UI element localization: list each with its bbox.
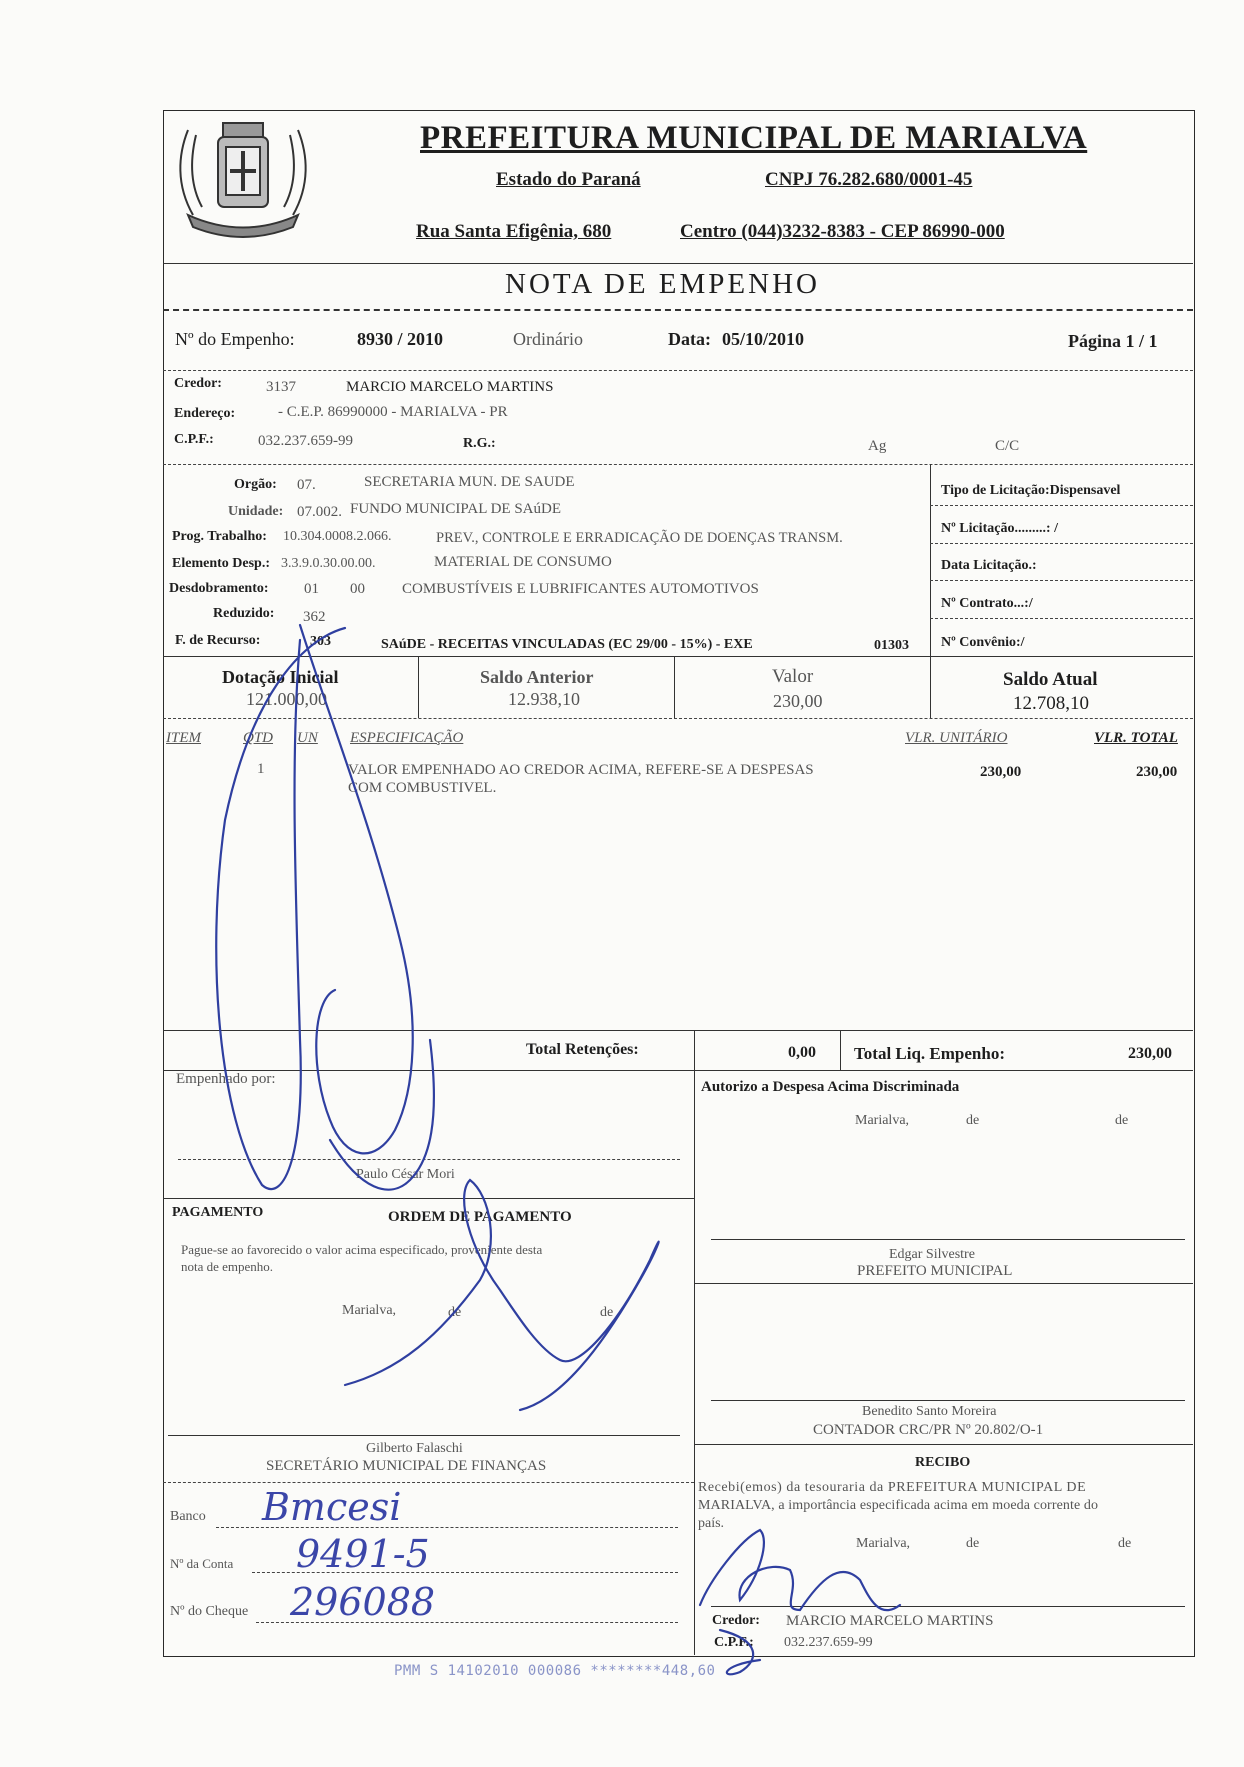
item-desc-line1: VALOR EMPENHADO AO CREDOR ACIMA, REFERE-SE A DESPESAS — [348, 762, 814, 778]
banco-label: Banco — [170, 1509, 206, 1524]
divider — [694, 1444, 1193, 1445]
col-item: ITEM — [166, 730, 201, 746]
prog-code: 10.304.0008.2.066. — [283, 529, 392, 544]
desdob-2: 00 — [350, 581, 365, 597]
address-label: Endereço: — [174, 406, 236, 421]
recurso-label: F. de Recurso: — [175, 633, 261, 648]
recibo-credor-label: Credor: — [712, 1613, 760, 1628]
saldo-anterior-label: Saldo Anterior — [480, 667, 594, 687]
unidade-name: FUNDO MUNICIPAL DE SAúDE — [350, 501, 561, 517]
pagamento-text-line1: Pague-se ao favorecido o valor acima especificado, proveniente desta — [181, 1242, 543, 1257]
contador-role: CONTADOR CRC/PR Nº 20.802/O-1 — [813, 1422, 1044, 1438]
retencoes-label: Total Retenções: — [526, 1041, 639, 1058]
divider — [694, 1070, 695, 1655]
prefeito-role: PREFEITO MUNICIPAL — [857, 1263, 1013, 1279]
col-qtd: QTD — [243, 730, 274, 746]
item-qtd: 1 — [257, 761, 265, 777]
signature-line — [168, 1435, 680, 1436]
cheque-label: Nº do Cheque — [170, 1604, 249, 1619]
rg-label: R.G.: — [463, 436, 496, 451]
contador-name: Benedito Santo Moreira — [862, 1404, 997, 1419]
prog-label: Prog. Trabalho: — [172, 529, 267, 544]
pagamento-label: PAGAMENTO — [172, 1205, 264, 1220]
saldo-anterior-value: 12.938,10 — [508, 689, 580, 709]
saldo-atual-label: Saldo Atual — [1003, 669, 1098, 690]
divider — [930, 505, 1193, 506]
pagamento-de1: de — [448, 1305, 462, 1320]
credor-code: 3137 — [266, 379, 296, 395]
desdob-label: Desdobramento: — [169, 581, 269, 596]
desdob-1: 01 — [304, 581, 319, 597]
divider — [163, 1030, 1193, 1031]
valor-value: 230,00 — [773, 691, 823, 711]
cnpj: CNPJ 76.282.680/0001-45 — [765, 169, 973, 190]
conta-value: 9491-5 — [296, 1532, 430, 1576]
page-title: PREFEITURA MUNICIPAL DE MARIALVA — [420, 120, 1088, 156]
divider — [163, 718, 1193, 719]
payment-stamp: PMM S 14102010 000086 ********448,60 — [394, 1663, 716, 1679]
liq-label: Total Liq. Empenho: — [854, 1044, 1005, 1063]
signature-line — [711, 1400, 1185, 1401]
signature-line — [178, 1159, 680, 1160]
recurso-code: 303 — [310, 634, 331, 649]
recibo-cpf-label: C.P.F.: — [714, 1635, 754, 1650]
divider — [930, 618, 1193, 619]
credor-cpf: 032.237.659-99 — [258, 433, 353, 449]
ordem-pagamento-label: ORDEM DE PAGAMENTO — [388, 1209, 572, 1225]
liq-value: 230,00 — [1128, 1045, 1172, 1062]
cheque-value: 296088 — [290, 1580, 436, 1624]
conta-label: Nº da Conta — [170, 1556, 234, 1571]
financas-name: Gilberto Falaschi — [366, 1441, 463, 1456]
divider — [840, 1030, 841, 1070]
recibo-de2: de — [1118, 1536, 1132, 1551]
state-name: Estado do Paraná — [496, 169, 641, 190]
licitacao-data: Data Licitação.: — [941, 558, 1037, 573]
divider — [674, 656, 675, 718]
date-label: Data: — [668, 329, 711, 349]
divider — [163, 370, 1193, 371]
convenio-number: Nº Convênio:/ — [941, 635, 1025, 650]
divider — [163, 656, 1193, 657]
divider — [930, 543, 1193, 544]
divider — [163, 1482, 694, 1483]
recibo-text-line1: Recebi(emos) da tesouraria da PREFEITURA MUNICIPAL DE — [698, 1480, 1087, 1495]
recibo-label: RECIBO — [915, 1455, 971, 1470]
divider — [163, 1198, 694, 1199]
divider — [930, 464, 931, 656]
col-un: UN — [297, 730, 318, 746]
divider — [694, 1283, 1193, 1284]
licitacao-numero: Nº Licitação.........: / — [941, 521, 1058, 536]
elemento-label: Elemento Desp.: — [172, 556, 270, 571]
credor-address: - C.E.P. 86990000 - MARIALVA - PR — [278, 404, 508, 420]
document-title: NOTA DE EMPENHO — [505, 268, 820, 300]
divider — [163, 464, 1193, 465]
dotacao-value: 121.000,00 — [246, 689, 327, 709]
item-unit-value: 230,00 — [980, 764, 1022, 780]
unidade-code: 07.002. — [297, 504, 342, 520]
autorizo-label: Autorizo a Despesa Acima Discriminada — [701, 1079, 960, 1095]
divider — [930, 580, 1193, 581]
financas-role: SECRETÁRIO MUNICIPAL DE FINANÇAS — [266, 1458, 547, 1474]
recibo-text-line2: MARIALVA, a importância especificada acima em moeda corrente do — [698, 1498, 1099, 1513]
signature-line — [711, 1606, 1185, 1607]
dotacao-label: Dotação Inicial — [222, 667, 339, 687]
cpf-label: C.P.F.: — [174, 432, 214, 447]
empenhado-signer: Paulo César Mori — [356, 1167, 455, 1182]
divider — [694, 1030, 695, 1070]
col-vlr-total: VLR. TOTAL — [1094, 730, 1178, 746]
reduzido-label: Reduzido: — [213, 606, 275, 621]
item-total-value: 230,00 — [1136, 764, 1178, 780]
recibo-text-line3: país. — [698, 1516, 725, 1531]
autorizo-place: Marialva, — [855, 1113, 910, 1128]
orgao-name: SECRETARIA MUN. DE SAUDE — [364, 474, 575, 490]
licitacao-tipo: Tipo de Licitação:Dispensavel — [941, 483, 1121, 498]
col-especificacao: ESPECIFICAÇÃO — [350, 730, 464, 746]
prefeito-name: Edgar Silvestre — [889, 1247, 975, 1262]
desdob-name: COMBUSTÍVEIS E LUBRIFICANTES AUTOMOTIVOS — [402, 581, 759, 597]
empenho-label: Nº do Empenho: — [175, 329, 295, 349]
empenho-number: 8930 / 2010 — [357, 329, 444, 349]
address: Rua Santa Efigênia, 680 — [416, 221, 612, 242]
elemento-code: 3.3.9.0.30.00.00. — [281, 556, 376, 571]
recibo-credor-name: MARCIO MARCELO MARTINS — [786, 1613, 994, 1629]
autorizo-de1: de — [966, 1113, 980, 1128]
orgao-label: Orgão: — [234, 477, 277, 492]
divider — [163, 309, 1193, 311]
pagamento-text-line2: nota de empenho. — [181, 1259, 274, 1274]
banco-value: Bmcesi — [262, 1485, 402, 1529]
contrato-number: Nº Contrato...:/ — [941, 596, 1033, 611]
divider — [163, 263, 1193, 264]
contact: Centro (044)3232-8383 - CEP 86990-000 — [680, 221, 1005, 242]
retencoes-value: 0,00 — [788, 1044, 816, 1061]
date-value: 05/10/2010 — [722, 329, 805, 349]
credor-label: Credor: — [174, 376, 222, 391]
orgao-code: 07. — [297, 477, 316, 493]
col-vlr-unitario: VLR. UNITÁRIO — [905, 730, 1008, 746]
empenho-type: Ordinário — [513, 329, 583, 349]
recibo-place: Marialva, — [856, 1536, 911, 1551]
ag-label: Ag — [868, 438, 887, 454]
recurso-number: 01303 — [874, 638, 909, 653]
prog-name: PREV., CONTROLE E ERRADICAÇÃO DE DOENÇAS TRANSM. — [436, 530, 843, 546]
unidade-label: Unidade: — [228, 504, 284, 519]
elemento-name: MATERIAL DE CONSUMO — [434, 554, 612, 570]
divider — [930, 656, 931, 718]
divider — [418, 656, 419, 718]
signature-line — [711, 1239, 1185, 1240]
autorizo-de2: de — [1115, 1113, 1129, 1128]
valor-label: Valor — [772, 666, 814, 687]
item-desc-line2: COM COMBUSTIVEL. — [348, 780, 497, 796]
pagamento-de2: de — [600, 1305, 614, 1320]
divider — [163, 1070, 1193, 1071]
credor-name: MARCIO MARCELO MARTINS — [346, 379, 554, 395]
page-number: Página 1 / 1 — [1068, 331, 1158, 351]
cc-label: C/C — [995, 438, 1020, 454]
recibo-cpf: 032.237.659-99 — [784, 1635, 873, 1650]
reduzido-value: 362 — [303, 609, 326, 625]
recurso-name: SAúDE - RECEITAS VINCULADAS (EC 29/00 - 15%) - EXE — [381, 637, 753, 652]
pagamento-place: Marialva, — [342, 1303, 397, 1318]
empenhado-label: Empenhado por: — [176, 1071, 276, 1087]
saldo-atual-value: 12.708,10 — [1013, 693, 1089, 714]
recibo-de1: de — [966, 1536, 980, 1551]
